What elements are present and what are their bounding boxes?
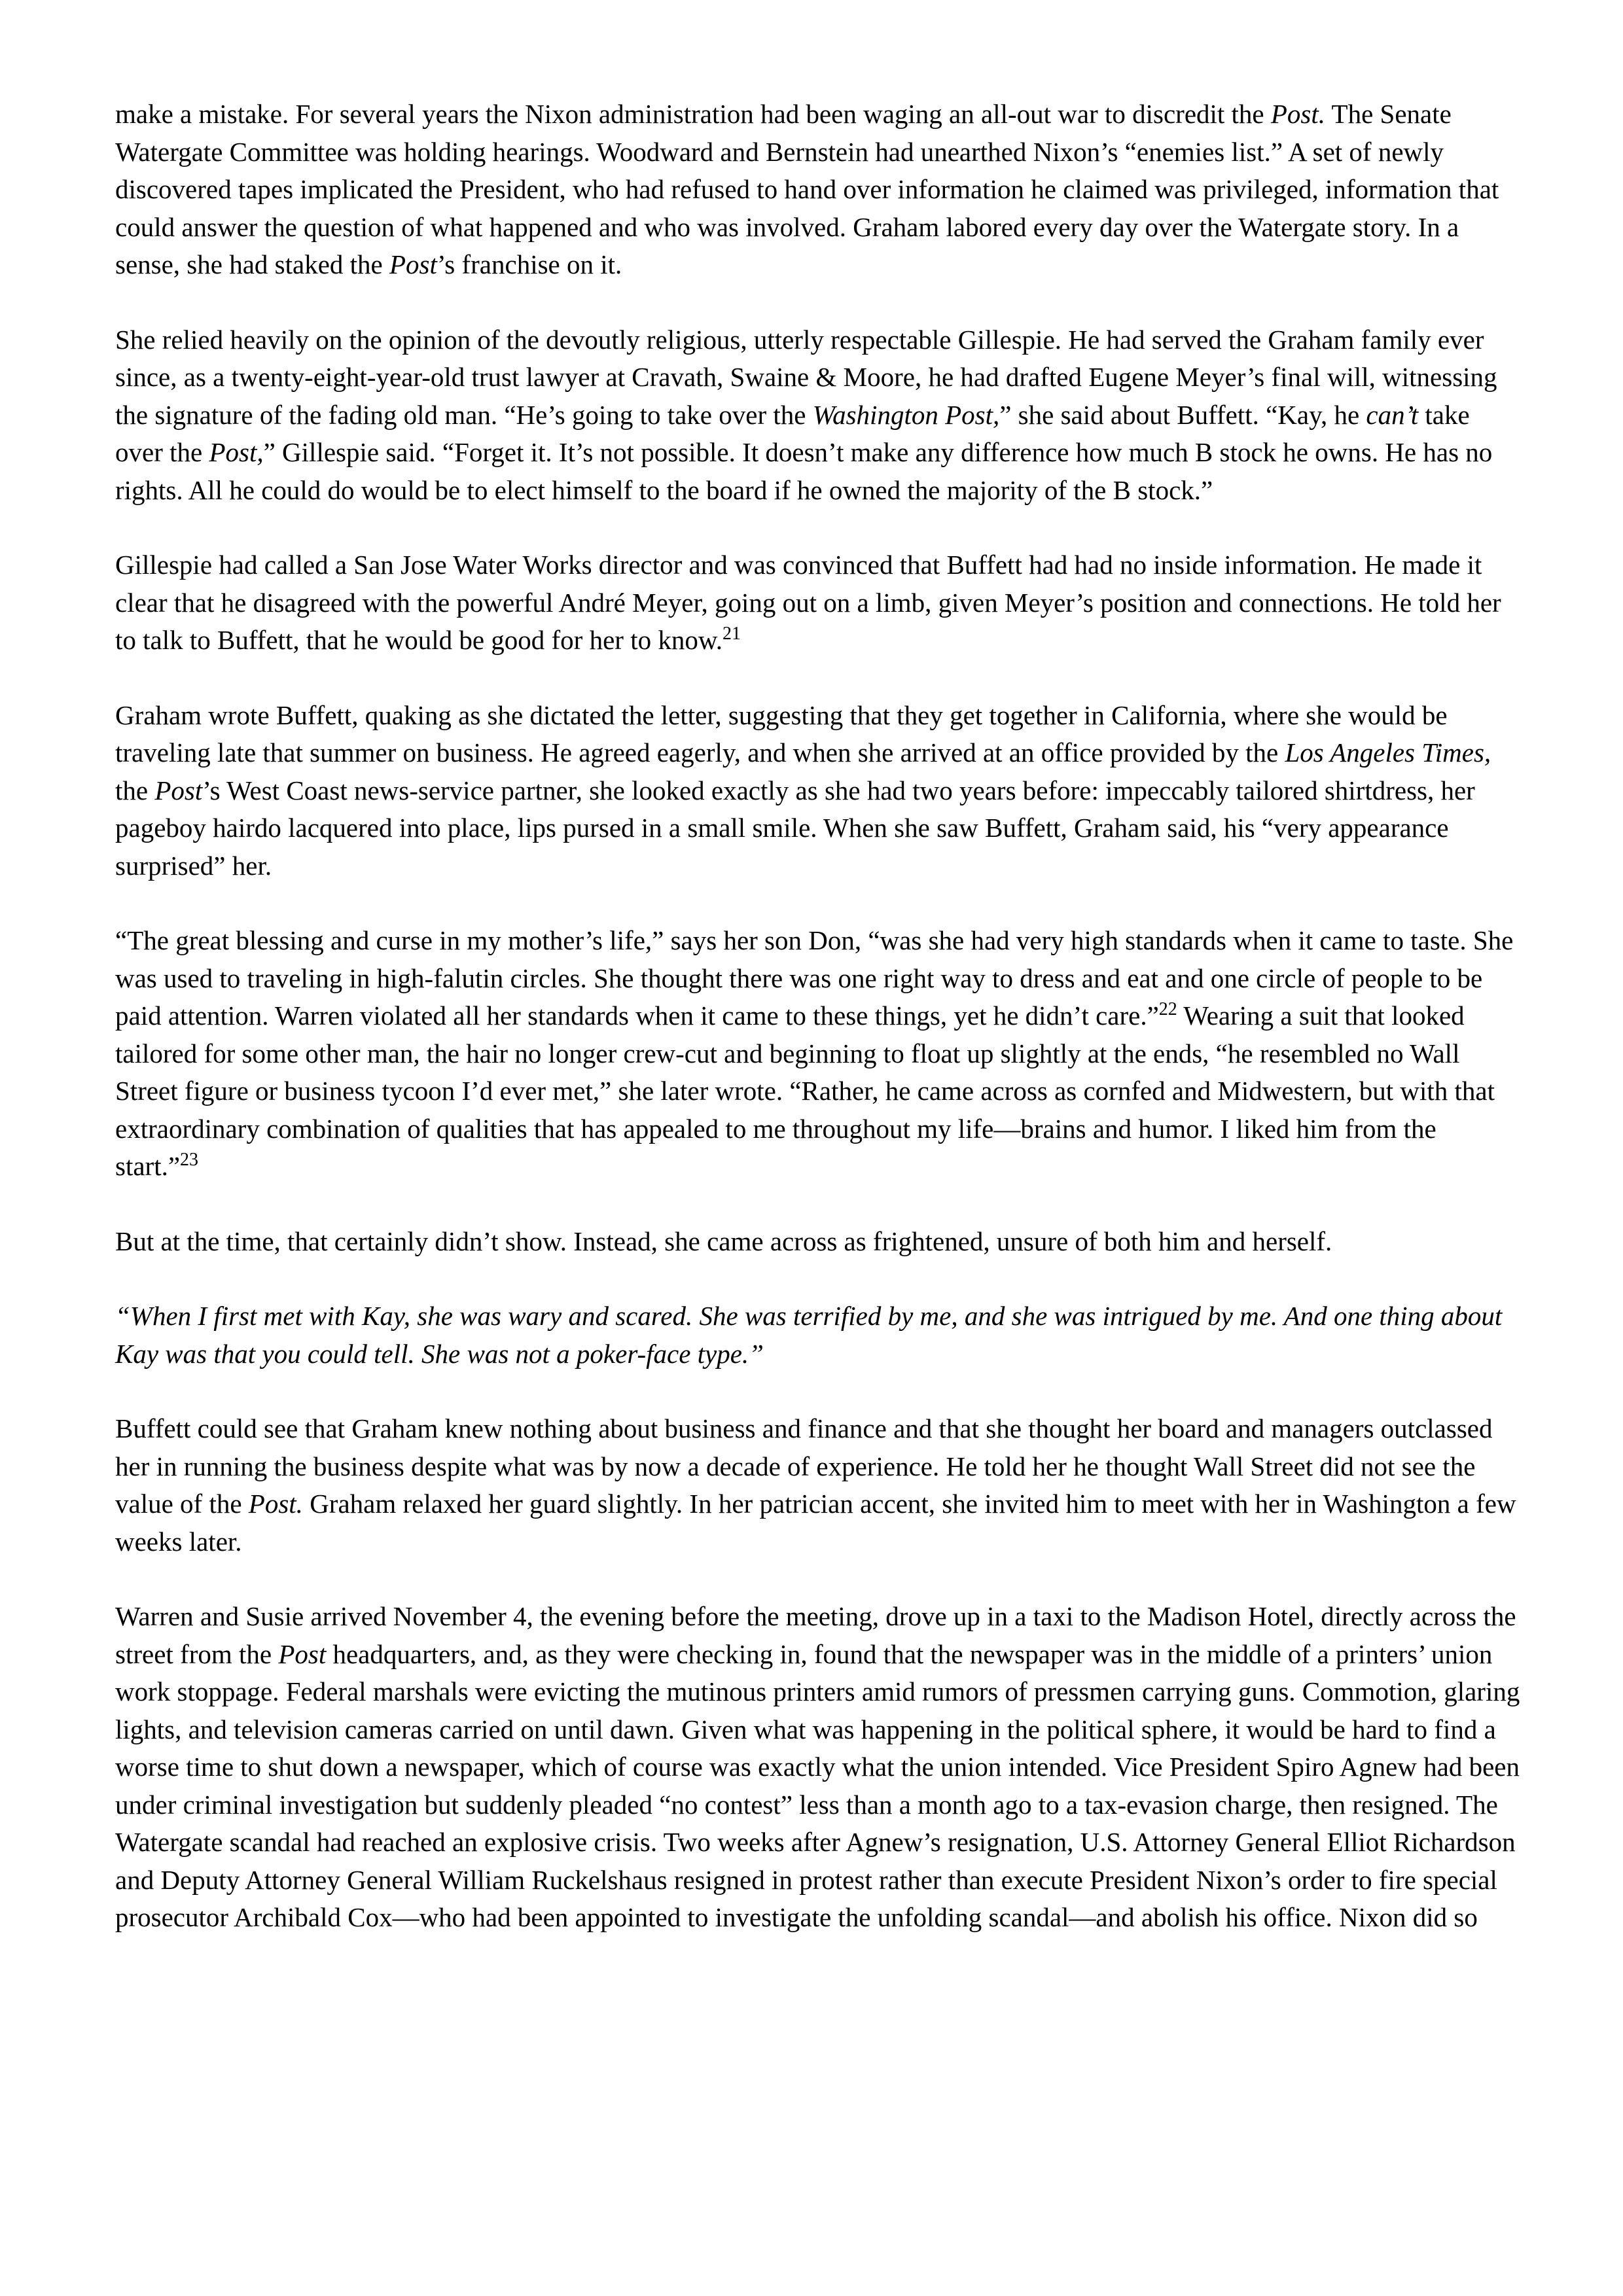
text-run: “When I first met with Kay, she was wary and scared. She was terrified by me, and she was intrigued by me. And one thing about Kay was that you could tell. She was not a poker-face type.” <box>115 1301 1503 1369</box>
paragraph-2 <box>115 321 1522 510</box>
footnote-ref[interactable]: 21 <box>722 624 741 644</box>
paragraph-6 <box>115 1223 1522 1261</box>
text-run: Buffett could see that Graham knew nothing about business and finance and that she thought her board and managers outclassed her in running the business despite what was by now a decade of experience. He told her he thought Wall Street did not see the value of the <box>115 1413 1493 1519</box>
text-run: Wearing a suit that looked tailored for some other man, the hair no longer crew-cut and beginning to float up slightly at the ends, “he resembled no Wall Street figure or business tycoon I’d ever met,” she later wrote. “Rather, he came across as cornfed and Midwestern, but with that extraordinary combination of qualities that has appealed to me throughout my life—brains and humor. I liked him from the start.” <box>115 1000 1495 1181</box>
italic-run: Post <box>389 249 437 279</box>
italic-run: can’t <box>1366 399 1419 430</box>
paragraph-8 <box>115 1410 1522 1561</box>
text-run: headquarters, and, as they were checking in, found that the newspaper was in the middle of a printers’ union work stoppage. Federal marshals were evicting the mutinous printers amid rumors of pressmen carrying guns. Commotion, glaring lights, and television cameras carried on until dawn. Given what was happening in the political sphere, it would be hard to find a worse time to shut down a newspaper, which of course was exactly what the union intended. Vice President Spiro Agnew had been under criminal investigation but suddenly pleaded “no contest” less than a month ago to a tax-evasion charge, then resigned. The Watergate scandal had reached an explosive crisis. Two weeks after Agnew’s resignation, U.S. Attorney General Elliot Richardson and Deputy Attorney General William Ruckelshaus resigned in protest rather than execute President Nixon’s order to fire special prosecutor Archibald Cox—who had been appointed to investigate the unfolding scandal—and abolish his office. Nixon did so <box>115 1638 1520 1932</box>
italic-run: Post <box>278 1638 327 1669</box>
italic-run: Washington Post, <box>812 399 1000 430</box>
italic-run: Los Angeles Times, <box>1285 737 1491 768</box>
italic-run: Post. <box>1270 99 1326 129</box>
text-run: ” she said about Buffett. “Kay, he <box>999 399 1366 430</box>
footnote-ref[interactable]: 22 <box>1158 999 1177 1019</box>
text-run: Graham relaxed her guard slightly. In her patrician accent, she invited him to meet with her in Washington a few weeks later. <box>115 1489 1516 1557</box>
paragraph-1 <box>115 96 1522 284</box>
text-run: ” Gillespie said. “Forget it. It’s not possible. It doesn’t make any difference how much B stock he owns. He has no rights. All he could do would be to elect himself to the board if he owned the majority of the B stock.” <box>115 437 1493 505</box>
text-run: ’s franchise on it. <box>437 249 622 279</box>
text-run: take over the <box>115 399 1470 467</box>
text-run: But at the time, that certainly didn’t show. Instead, she came across as frightened, unsure of both him and herself. <box>115 1226 1332 1256</box>
italic-run: Post, <box>209 437 264 467</box>
italic-run: Post <box>154 775 203 805</box>
italic-run: Post. <box>248 1489 303 1519</box>
document-page <box>115 96 1522 1974</box>
paragraph-9 <box>115 1598 1522 1937</box>
paragraph-3 <box>115 546 1522 660</box>
text-run: Gillespie had called a San Jose Water Works director and was convinced that Buffett had had no inside information. He made it clear that he disagreed with the powerful André Meyer, going out on a limb, given Meyer’s position and connections. He told her to talk to Buffett, that he would be good for her to know. <box>115 550 1501 655</box>
text-run: make a mistake. For several years the Nixon administration had been waging an all-out war to discredit the <box>115 99 1271 129</box>
text-run: ’s West Coast news-service partner, she looked exactly as she had two years before: impeccably tailored shirtdress, her pageboy hairdo lacquered into place, lips pursed in a small smile. When she saw Buffett, Graham said, his “very appearance surprised” her. <box>115 775 1475 881</box>
paragraph-4 <box>115 697 1522 885</box>
quote-paragraph <box>115 1298 1522 1373</box>
footnote-ref[interactable]: 23 <box>180 1150 199 1170</box>
text-run: the <box>115 775 155 805</box>
text-run: Warren and Susie arrived November 4, the evening before the meeting, drove up in a taxi to the Madison Hotel, directly across the street from the <box>115 1601 1516 1669</box>
text-run: The Senate Watergate Committee was holding hearings. Woodward and Bernstein had unearthed Nixon’s “enemies list.” A set of newly discovered tapes implicated the President, who had refused to hand over information he claimed was privileged, information that could answer the question of what happened and who was involved. Graham labored every day over the Watergate story. In a sense, she had staked the <box>115 99 1499 279</box>
text-run: “The great blessing and curse in my mother’s life,” says her son Don, “was she had very high standards when it came to taste. She was used to traveling in high-falutin circles. She thought there was one right way to dress and eat and one circle of people to be paid attention. Warren violated all her standards when it came to these things, yet he didn’t care.” <box>115 925 1514 1031</box>
paragraph-5 <box>115 922 1522 1186</box>
text-run: Graham wrote Buffett, quaking as she dictated the letter, suggesting that they get together in California, where she would be traveling late that summer on business. He agreed eagerly, and when she arrived at an office provided by the <box>115 699 1448 768</box>
text-run: She relied heavily on the opinion of the devoutly religious, utterly respectable Gillespie. He had served the Graham family ever since, as a twenty-eight-year-old trust lawyer at Cravath, Swaine & Moore, he had drafted Eugene Meyer’s final will, witnessing the signature of the fading old man. “He’s going to take over the <box>115 324 1497 430</box>
